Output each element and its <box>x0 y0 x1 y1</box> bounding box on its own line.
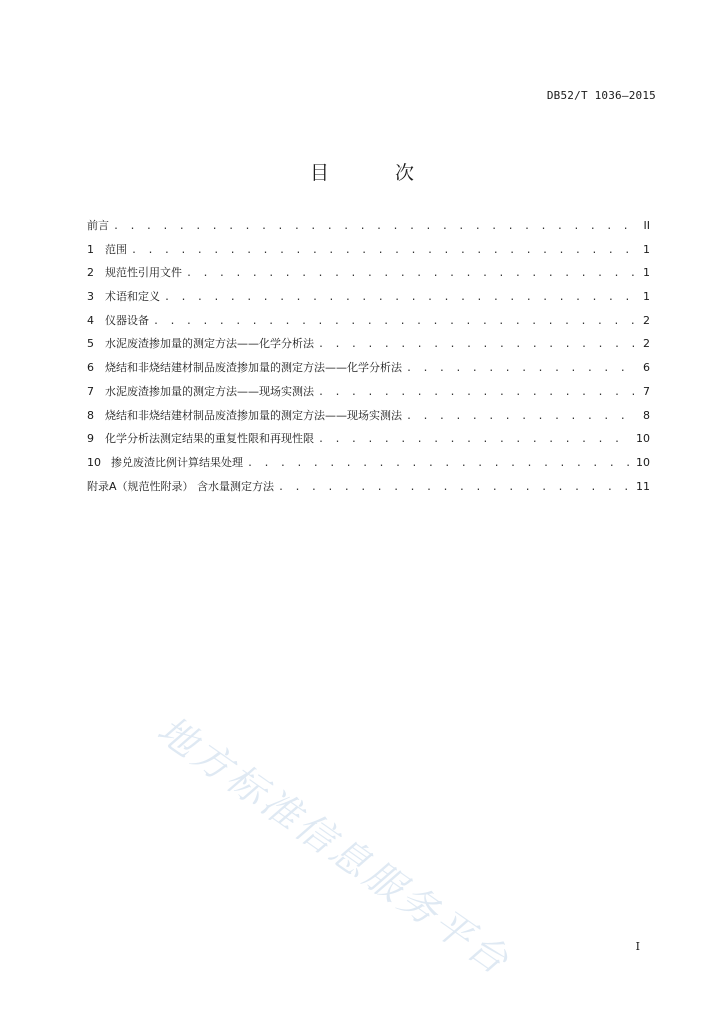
toc-entry-page: 1 <box>643 242 650 256</box>
toc-entry-page: 10 <box>636 432 650 446</box>
toc-entry-number: 6 <box>87 361 94 375</box>
toc-entry-appendix-a[interactable] <box>87 478 650 502</box>
toc-entry-page: 2 <box>643 337 650 351</box>
document-code: DB52/T 1036—2015 <box>546 89 656 102</box>
toc-entry-page: 8 <box>643 408 650 422</box>
toc-entry-label: 规范性引用文件 <box>105 266 182 280</box>
toc-entry-label: 术语和定义 <box>105 290 160 304</box>
toc-entry-number: 9 <box>87 432 94 446</box>
toc-entry-section-7[interactable] <box>87 383 650 407</box>
toc-entry-section-8[interactable] <box>87 407 650 431</box>
toc-leader-dots <box>186 268 634 279</box>
toc-entry-label: 水泥废渣掺加量的测定方法——化学分析法 <box>105 337 314 351</box>
toc-entry-section-9[interactable] <box>87 430 650 454</box>
toc-entry-number: 2 <box>87 266 94 280</box>
toc-entry-number: 10 <box>87 455 101 469</box>
table-of-contents <box>87 217 650 501</box>
toc-entry-label: 水泥废渣掺加量的测定方法——现场实测法 <box>105 384 314 398</box>
toc-entry-number: 1 <box>87 242 94 256</box>
toc-entry-number: 3 <box>87 290 94 304</box>
toc-entry-label: 掺兑废渣比例计算结果处理 <box>111 455 243 469</box>
toc-entry-scope[interactable] <box>87 241 650 265</box>
toc-entry-number: 5 <box>87 337 94 351</box>
toc-leader-dots <box>318 387 634 398</box>
toc-entry-label: 烧结和非烧结建材制品废渣掺加量的测定方法——现场实测法 <box>105 408 402 422</box>
toc-leader-dots <box>318 434 632 445</box>
toc-title: 目 次 <box>309 162 445 184</box>
toc-entry-page: 2 <box>643 313 650 327</box>
toc-entry-page: 1 <box>643 266 650 280</box>
toc-entry-label: 仪器设备 <box>105 313 149 327</box>
toc-entry-page: 7 <box>643 384 650 398</box>
toc-entry-label: 烧结和非烧结建材制品废渣掺加量的测定方法——化学分析法 <box>105 361 402 375</box>
toc-entry-label: 附录A（规范性附录） 含水量测定方法 <box>87 479 275 493</box>
toc-entry-page: 11 <box>636 479 650 493</box>
toc-entry-section-10[interactable] <box>87 454 650 478</box>
toc-entry-section-5[interactable] <box>87 335 650 359</box>
toc-entry-page: II <box>643 219 650 232</box>
toc-entry-foreword[interactable] <box>87 217 650 241</box>
toc-entry-label: 前言 <box>87 219 109 232</box>
toc-entry-section-6[interactable] <box>87 359 650 383</box>
toc-leader-dots <box>247 458 632 469</box>
toc-entry-normative-references[interactable] <box>87 264 650 288</box>
toc-entry-label: 化学分析法测定结果的重复性限和再现性限 <box>105 432 314 446</box>
toc-entry-page: 6 <box>643 361 650 375</box>
toc-entry-number: 4 <box>87 313 94 327</box>
toc-entry-number: 7 <box>87 384 94 398</box>
toc-entry-page: 10 <box>636 455 650 469</box>
toc-leader-dots <box>278 482 632 493</box>
toc-leader-dots <box>153 316 634 327</box>
toc-entry-number: 8 <box>87 408 94 422</box>
toc-leader-dots <box>318 339 634 350</box>
toc-entry-label: 范围 <box>105 242 127 256</box>
toc-leader-dots <box>131 245 634 256</box>
toc-entry-instruments[interactable] <box>87 312 650 336</box>
watermark: 地方标准信息服务平台 <box>149 707 519 985</box>
toc-leader-dots <box>164 292 634 303</box>
toc-leader-dots <box>406 363 634 374</box>
page-number: I <box>635 940 640 953</box>
toc-entry-page: 1 <box>643 290 650 304</box>
toc-entry-terms[interactable] <box>87 288 650 312</box>
toc-leader-dots <box>406 411 634 422</box>
toc-leader-dots <box>113 221 634 232</box>
